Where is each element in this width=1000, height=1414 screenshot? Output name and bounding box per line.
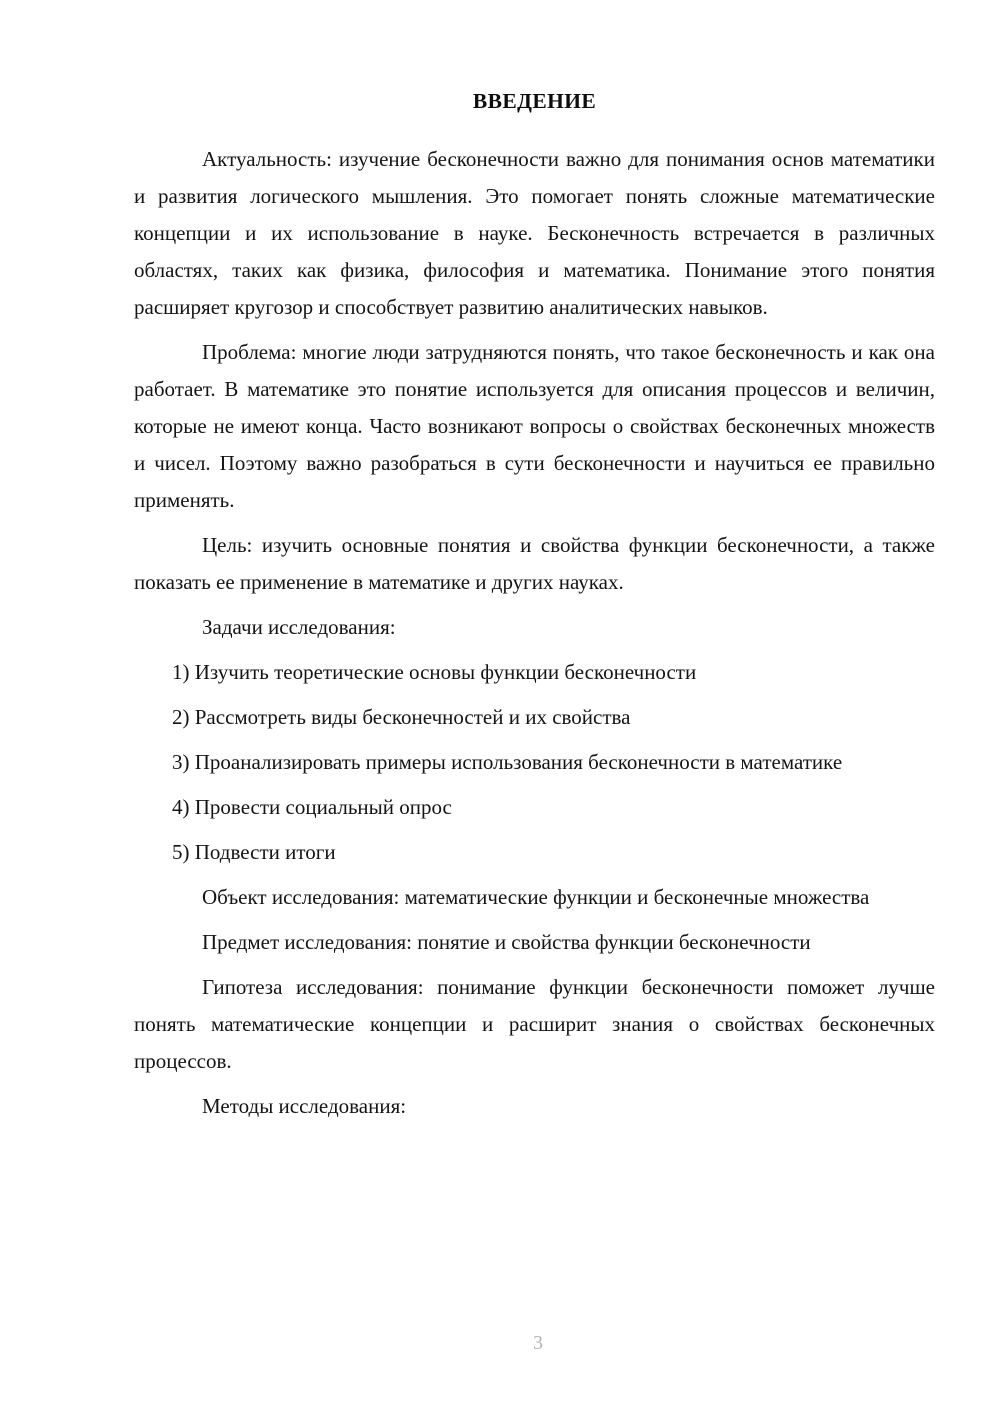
paragraph-goal: Цель: изучить основные понятия и свойства функции бесконечности, а также показать ее применение в математике и других науках. [134,533,935,594]
page-title: ВВЕДЕНИЕ [472,89,597,113]
task-item-2: 2) Рассмотреть виды бесконечностей и их свойства [172,705,631,729]
task-item-3: 3) Проанализировать примеры использования бесконечности в математике [172,750,843,774]
document-body [134,86,935,1133]
paragraph-subject: Предмет исследования: понятие и свойства функции бесконечности [202,930,811,954]
paragraph-object: Объект исследования: математические функции и бесконечные множества [202,885,870,909]
task-item-4: 4) Провести социальный опрос [172,795,452,819]
task-item-5: 5) Подвести итоги [172,840,336,864]
paragraph-hypothesis: Гипотеза исследования: понимание функции бесконечности поможет лучше понять математические концепции и расширит знания о свойствах бесконечных процессов. [134,975,935,1073]
page-number: 3 [533,1332,543,1354]
task-item-1: 1) Изучить теоретические основы функции бесконечности [172,660,697,684]
paragraph-problem: Проблема: многие люди затрудняются понять, что такое бесконечность и как она работает. В математике это понятие используется для описания процессов и величин, которые не имеют конца. Часто возникают вопросы о свойствах бесконечных множеств и чисел. Поэтому важно разобраться в сути бесконечности и научиться ее правильно применять. [134,340,935,512]
methods-label: Методы исследования: [202,1094,407,1118]
tasks-label: Задачи исследования: [202,615,396,639]
paragraph-relevance: Актуальность: изучение бесконечности важно для понимания основ математики и развития логического мышления. Это помогает понять сложные математические концепции и их использование в науке. Бесконечность встречается в различных областях, таких как физика, философия и математика. Понимание этого понятия расширяет кругозор и способствует развитию аналитических навыков. [134,147,935,319]
